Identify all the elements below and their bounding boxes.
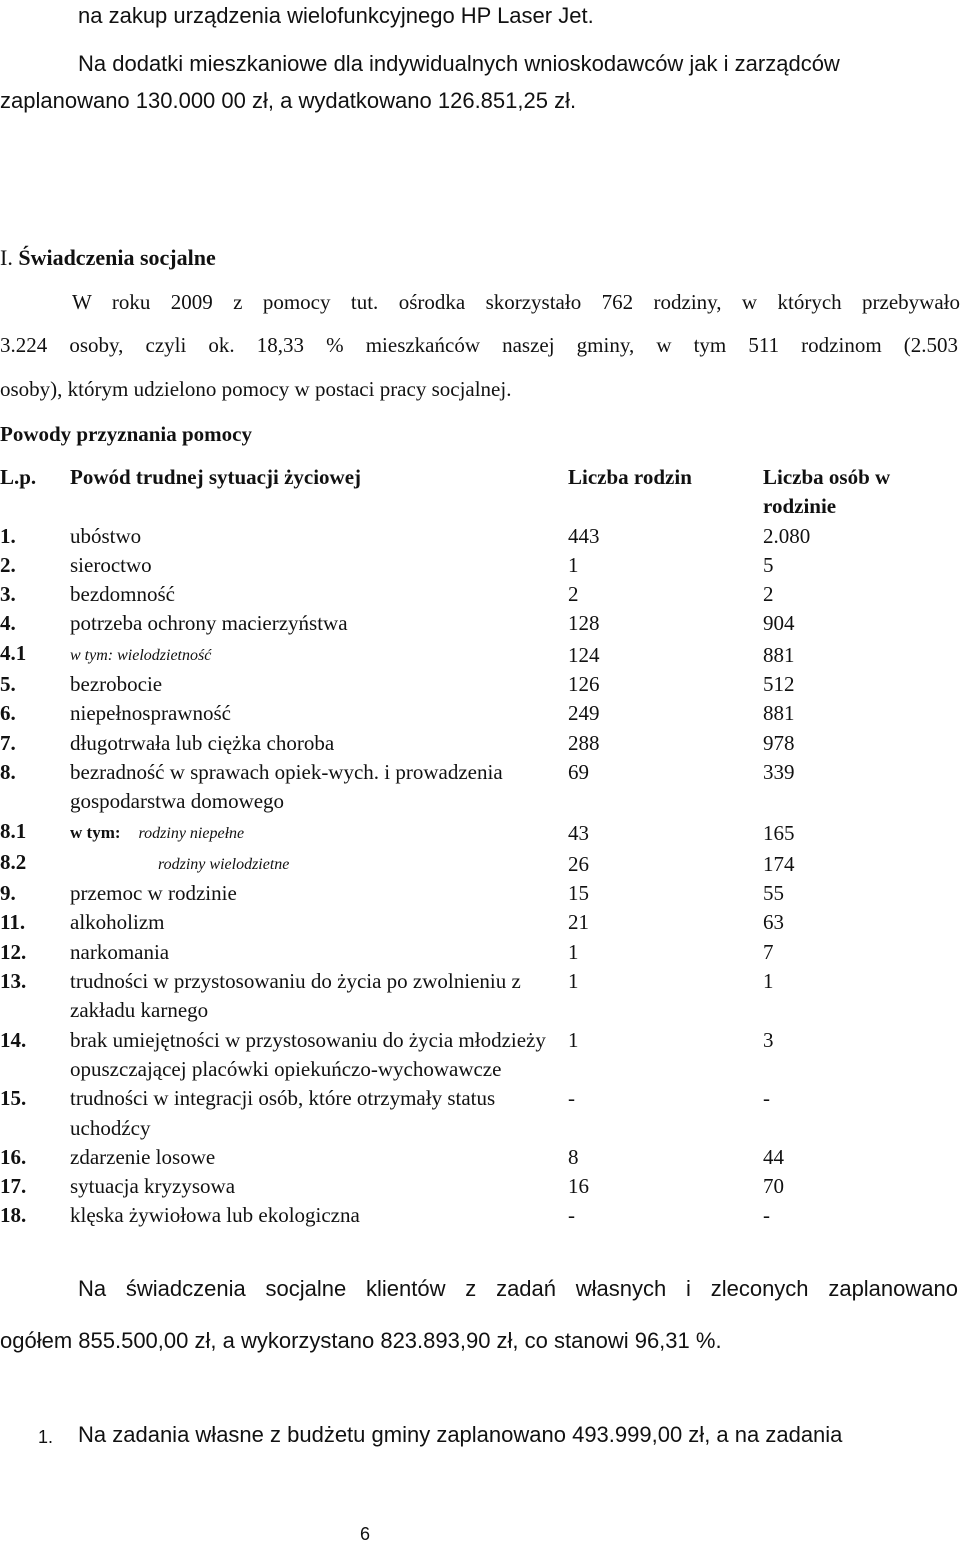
row-reason: trudności w przystosowaniu do życia po zwolnieniu z zakładu karnego (70, 969, 521, 1023)
header-lp: L.p. (0, 465, 37, 489)
row-families: 288 (568, 730, 600, 755)
table-header-row (0, 463, 958, 522)
row-families: - (568, 1086, 575, 1111)
row-persons: 881 (763, 642, 795, 667)
row-persons: 63 (763, 910, 784, 935)
page-number: 6 (360, 1524, 371, 1544)
row-lp: 1. (0, 523, 16, 548)
row-reason: potrzeba ochrony macierzyństwa (70, 611, 348, 636)
row-lp: 4. (0, 611, 16, 636)
table-row (0, 1172, 958, 1201)
row-families: 1 (568, 939, 579, 964)
row-lp: 16. (0, 1144, 27, 1169)
table-row (0, 609, 958, 638)
closing-line-1: Na świadczenia socjalne klientów z zadań własnych i zleconych zaplanowano (78, 1276, 958, 1301)
row-reason: przemoc w rodzinie (70, 881, 237, 906)
row-families: - (568, 1203, 575, 1228)
row-lp: 15. (0, 1086, 27, 1111)
row-reason-text: w tym: wielodzietność (70, 646, 212, 664)
row-persons: 978 (763, 730, 795, 755)
table-row (0, 639, 958, 670)
intro-line-2: Na dodatki mieszkaniowe dla indywidualnych wnioskodawców jak i zarządców (78, 51, 840, 76)
row-lp: 8. (0, 759, 16, 784)
subheading: Powody przyznania pomocy (0, 422, 252, 446)
row-families: 124 (568, 642, 600, 667)
row-reason: niepełnosprawność (70, 701, 231, 726)
row-reason: sieroctwo (70, 552, 152, 577)
row-reason: ubóstwo (70, 523, 142, 548)
reasons-table (0, 463, 958, 1231)
row-reason-prefix: w tym: (70, 822, 121, 842)
row-persons: 881 (763, 701, 795, 726)
row-persons: 339 (763, 759, 795, 784)
row-persons: 2.080 (763, 523, 811, 548)
table-row (0, 1201, 958, 1230)
row-lp: 9. (0, 881, 16, 906)
row-reason: długotrwała lub ciężka choroba (70, 730, 335, 755)
row-reason: trudności w integracji osób, które otrzymały status uchodźcy (70, 1086, 496, 1140)
row-lp: 2. (0, 552, 16, 577)
row-reason-text: rodziny wielodzietne (158, 855, 290, 873)
section-title: Świadczenia socjalne (18, 245, 216, 270)
intro-line-3: zaplanowano 130.000 00 zł, a wydatkowano 126.851,25 zł. (0, 88, 577, 113)
row-lp: 8.1 (0, 818, 27, 843)
row-families: 43 (568, 820, 589, 845)
row-lp: 3. (0, 582, 16, 607)
row-lp: 18. (0, 1203, 27, 1228)
row-reason: bezradność w sprawach opiek-wych. i prowadzenia gospodarstwa domowego (70, 759, 503, 814)
row-persons: 2 (763, 582, 774, 607)
header-families: Liczba rodzin (568, 465, 692, 489)
row-families: 21 (568, 910, 589, 935)
row-persons: 3 (763, 1027, 774, 1052)
table-row (0, 758, 958, 817)
row-lp: 6. (0, 701, 16, 726)
table-row (0, 817, 958, 848)
row-reason: bezrobocie (70, 672, 163, 697)
row-families: 16 (568, 1174, 589, 1199)
row-reason-text: rodziny niepełne (138, 824, 245, 842)
row-reason (70, 639, 568, 670)
row-lp: 5. (0, 672, 16, 697)
row-persons: 5 (763, 552, 774, 577)
row-reason: sytuacja kryzysowa (70, 1174, 236, 1199)
section-heading (0, 245, 216, 271)
intro-line-1: na zakup urządzenia wielofunkcyjnego HP Laser Jet. (78, 3, 594, 28)
row-persons: 1 (763, 969, 774, 994)
table-row (0, 967, 958, 1026)
table-body (0, 522, 958, 1231)
row-reason (70, 848, 568, 879)
table-row (0, 1026, 958, 1085)
row-persons: 165 (763, 820, 795, 845)
row-families: 1 (568, 552, 579, 577)
table-row (0, 729, 958, 758)
row-persons: 7 (763, 939, 774, 964)
list-item-number: 1. (38, 1427, 54, 1447)
row-reason: zdarzenie losowe (70, 1144, 216, 1169)
closing-line-2: ogółem 855.500,00 zł, a wykorzystano 823.893,90 zł, co stanowi 96,31 %. (0, 1328, 722, 1353)
section-para-line-1: W roku 2009 z pomocy tut. ośrodka skorzystało 762 rodziny, w których przebywało (72, 290, 960, 314)
table-row (0, 938, 958, 967)
row-reason (70, 817, 568, 848)
row-families: 249 (568, 701, 600, 726)
row-families: 128 (568, 611, 600, 636)
row-reason: alkoholizm (70, 910, 165, 935)
list-item-text: Na zadania własne z budżetu gminy zaplanowano 493.999,00 zł, a na zadania (78, 1422, 843, 1447)
row-lp: 8.2 (0, 849, 27, 874)
row-families: 443 (568, 523, 600, 548)
section-number: I. (0, 245, 13, 270)
table-row (0, 580, 958, 609)
section-para-line-2: 3.224 osoby, czyli ok. 18,33 % mieszkańców naszej gminy, w tym 511 rodzinom (2.503 (0, 333, 958, 357)
table-row (0, 522, 958, 551)
section-para-line-3: osoby), którym udzielono pomocy w postaci pracy socjalnej. (0, 377, 512, 401)
row-lp: 11. (0, 910, 26, 935)
table-row (0, 699, 958, 728)
row-lp: 4.1 (0, 640, 27, 665)
row-lp: 12. (0, 939, 27, 964)
row-lp: 17. (0, 1174, 27, 1199)
row-lp: 13. (0, 969, 27, 994)
row-reason: bezdomność (70, 582, 175, 607)
row-families: 15 (568, 881, 589, 906)
table-row (0, 848, 958, 879)
table-row (0, 879, 958, 908)
row-reason: brak umiejętności w przystosowaniu do życia młodzieży opuszczającej placówki opiekuńczo-wychowawcze (70, 1027, 546, 1081)
row-persons: 55 (763, 881, 784, 906)
row-lp: 7. (0, 730, 16, 755)
row-persons: 512 (763, 672, 795, 697)
table-row (0, 670, 958, 699)
row-persons: 904 (763, 611, 795, 636)
header-reason: Powód trudnej sytuacji życiowej (70, 465, 362, 489)
row-families: 26 (568, 851, 589, 876)
row-families: 8 (568, 1144, 579, 1169)
table-row (0, 908, 958, 937)
row-lp: 14. (0, 1027, 27, 1052)
table-row (0, 1143, 958, 1172)
table-row (0, 551, 958, 580)
row-persons: - (763, 1203, 770, 1228)
row-families: 2 (568, 582, 579, 607)
row-persons: 174 (763, 851, 795, 876)
row-persons: - (763, 1086, 770, 1111)
row-families: 126 (568, 672, 600, 697)
row-families: 1 (568, 1027, 579, 1052)
row-reason: narkomania (70, 939, 170, 964)
header-persons: Liczba osób w rodzinie (763, 465, 891, 519)
row-reason: klęska żywiołowa lub ekologiczna (70, 1203, 360, 1228)
row-families: 69 (568, 759, 589, 784)
row-persons: 44 (763, 1144, 784, 1169)
row-persons: 70 (763, 1174, 784, 1199)
table-row (0, 1084, 958, 1143)
row-families: 1 (568, 969, 579, 994)
